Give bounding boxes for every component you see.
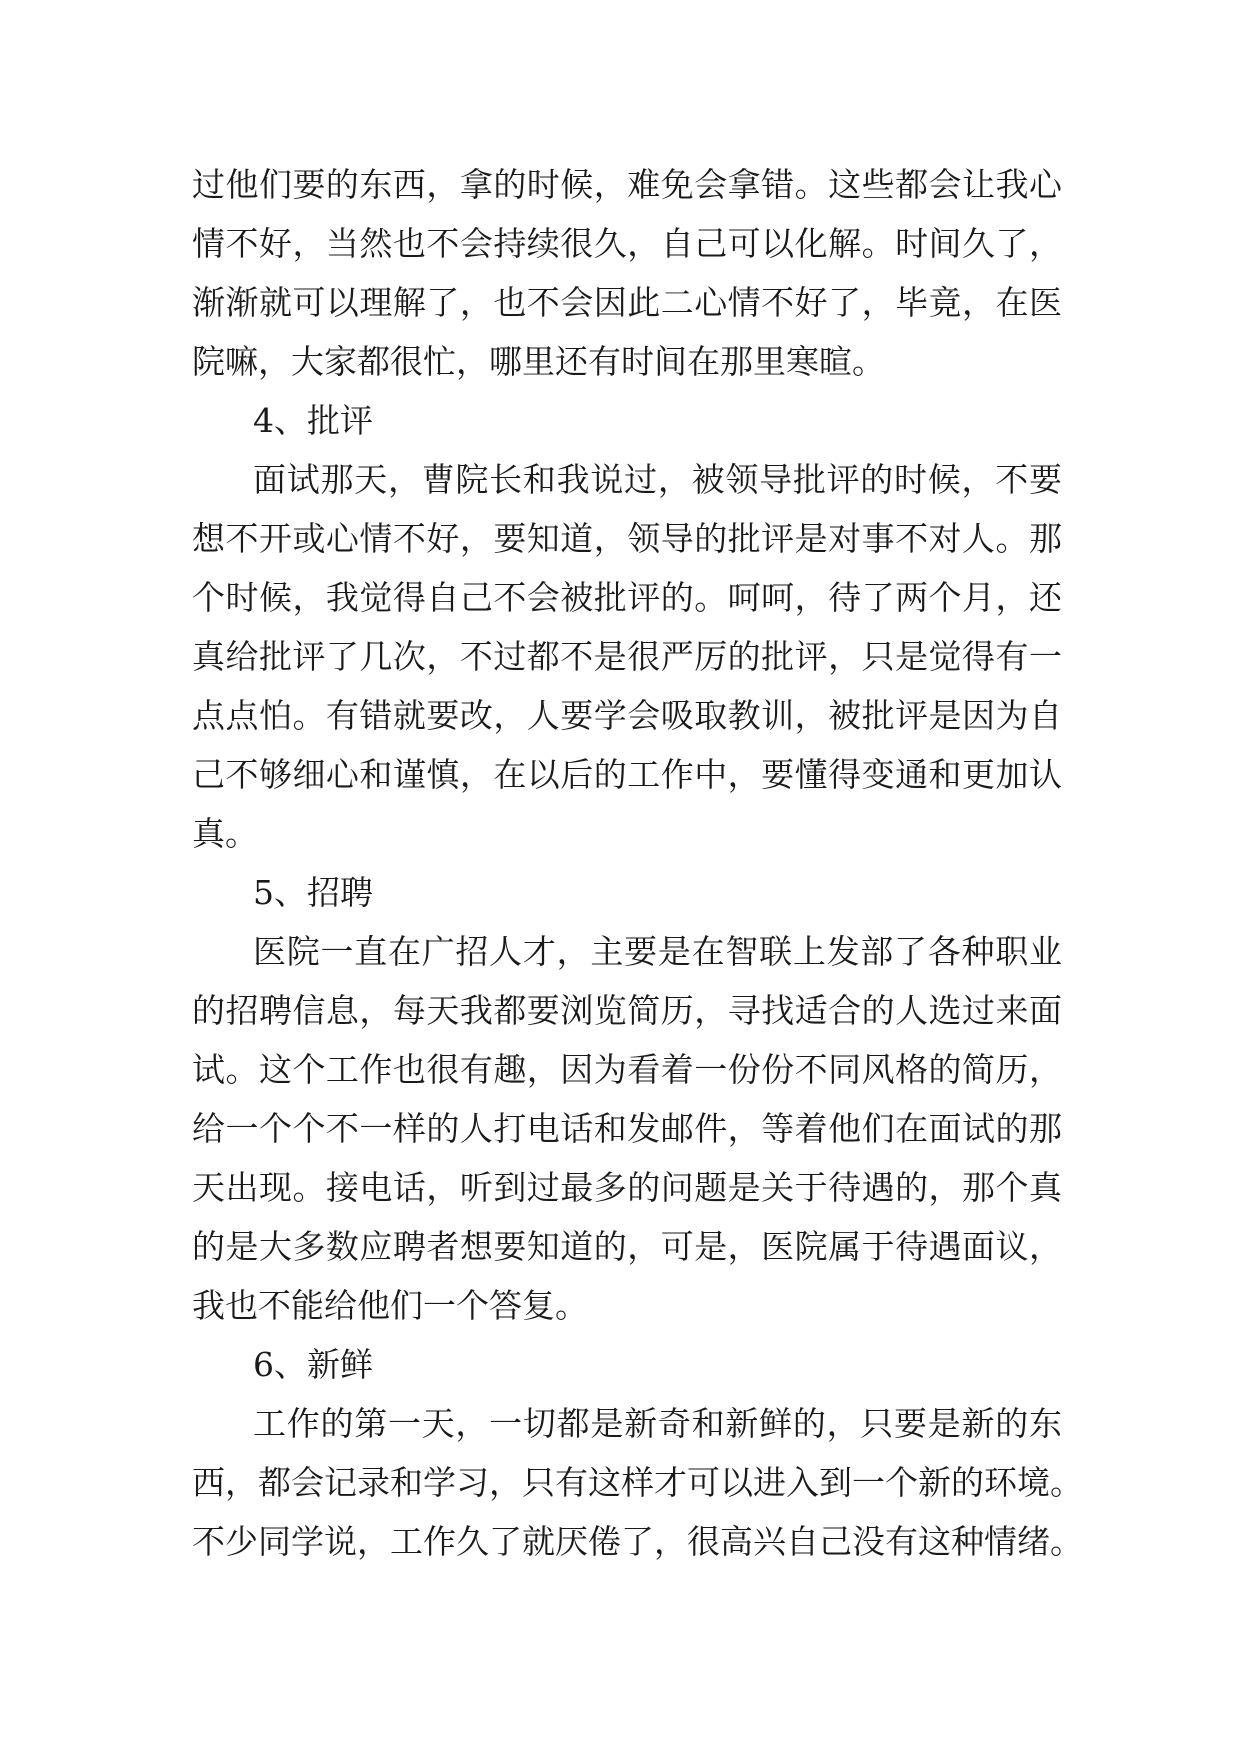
paragraph-line: 给一个个不一样的人打电话和发邮件，等着他们在面试的那: [192, 1109, 1062, 1148]
paragraph-line: 院嘛，大家都很忙，哪里还有时间在那里寒暄。: [192, 342, 885, 381]
paragraph-line: 过他们要的东西，拿的时候，难免会拿错。这些都会让我心: [192, 165, 1062, 204]
paragraph-line: 个时候，我觉得自己不会被批评的。呵呵，待了两个月，还: [192, 578, 1062, 617]
paragraph-line: 真。: [192, 814, 258, 853]
paragraph-line: 的招聘信息，每天我都要浏览简历，寻找适合的人选过来面: [192, 991, 1062, 1030]
paragraph-line: 天出现。接电话，听到过最多的问题是关于待遇的，那个真: [192, 1168, 1062, 1207]
section-heading: 6、新鲜: [253, 1345, 373, 1384]
section-heading: 4、批评: [253, 401, 373, 440]
paragraph-line: 医院一直在广招人才，主要是在智联上发部了各种职业: [253, 932, 1062, 971]
paragraph-line: 我也不能给他们一个答复。: [192, 1286, 588, 1325]
paragraph-line: 想不开或心情不好，要知道，领导的批评是对事不对人。那: [192, 519, 1062, 558]
paragraph-line: 点点怕。有错就要改，人要学会吸取教训，被批评是因为自: [192, 696, 1062, 735]
paragraph-line: 真给批评了几次，不过都不是很严厉的批评，只是觉得有一: [192, 637, 1062, 676]
section-heading: 5、招聘: [253, 873, 373, 912]
paragraph-line: 己不够细心和谨慎，在以后的工作中，要懂得变通和更加认: [192, 755, 1062, 794]
paragraph-line: 情不好，当然也不会持续很久，自己可以化解。时间久了，: [192, 224, 1062, 263]
paragraph-line: 试。这个工作也很有趣，因为看着一份份不同风格的简历，: [192, 1050, 1062, 1089]
paragraph-line: 不少同学说，工作久了就厌倦了，很高兴自己没有这种情绪。: [192, 1522, 1083, 1561]
paragraph-line: 渐渐就可以理解了，也不会因此二心情不好了，毕竟，在医: [192, 283, 1062, 322]
paragraph-line: 西，都会记录和学习，只有这样才可以进入到一个新的环境。: [192, 1463, 1083, 1502]
paragraph-line: 工作的第一天，一切都是新奇和新鲜的，只要是新的东: [253, 1404, 1062, 1443]
paragraph-line: 面试那天，曹院长和我说过，被领导批评的时候，不要: [253, 460, 1062, 499]
paragraph-line: 的是大多数应聘者想要知道的，可是，医院属于待遇面议，: [192, 1227, 1062, 1266]
